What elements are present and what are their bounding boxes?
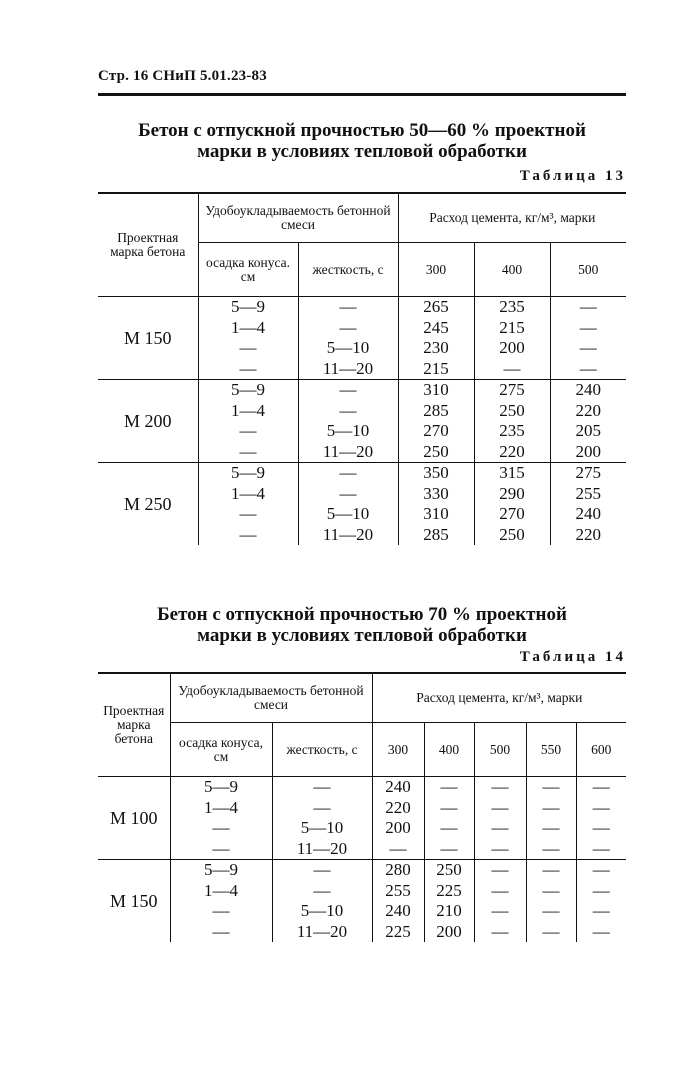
table13-title-line2: марки в условиях тепловой обработки (197, 141, 527, 162)
table-cell: 350 (398, 463, 474, 484)
table-cell: 1—4 (170, 881, 272, 902)
table-cell: — (526, 881, 576, 902)
col-header-cement-500: 500 (474, 723, 526, 777)
table-cell: 5—10 (272, 901, 372, 922)
table-cell: — (474, 901, 526, 922)
table-cell: — (592, 818, 610, 837)
table-cell: 11—20 (272, 839, 372, 860)
table-cell: — (592, 901, 610, 920)
table-cell: 215 (398, 359, 474, 380)
col-header-cement-300: 300 (372, 723, 424, 777)
table14-title (98, 604, 626, 646)
table-cell: 255 (372, 881, 424, 902)
table-cell: — (474, 881, 526, 902)
table-cell: 310 (398, 380, 474, 401)
table-cell: 275 (575, 463, 602, 482)
table-cell: — (272, 860, 372, 881)
table14-title-line1: Бетон с отпускной прочностью 70 % проектной (157, 604, 567, 625)
table-row (98, 881, 626, 902)
grade-cell: М 150 (98, 297, 198, 380)
table-cell: — (579, 297, 597, 316)
table-cell: 5—9 (170, 777, 272, 798)
table-cell: — (272, 777, 372, 798)
table-cell: 220 (474, 442, 550, 463)
table-cell: 200 (372, 818, 424, 839)
header-rule (98, 93, 626, 96)
table-cell: 285 (398, 401, 474, 422)
table-row (98, 463, 626, 484)
table-cell: 220 (575, 524, 602, 544)
table-cell: — (298, 484, 398, 505)
table-cell: 5—9 (198, 297, 298, 318)
table-cell: 220 (372, 798, 424, 819)
table-cell: 240 (575, 380, 602, 399)
table-cell: — (372, 839, 424, 860)
table-cell: 1—4 (170, 798, 272, 819)
table14-label: Таблица 14 (519, 649, 626, 665)
table-cell: 225 (372, 922, 424, 943)
table-cell: 270 (398, 421, 474, 442)
col-header-slump: осадка конуса. см (198, 243, 298, 297)
table-cell: 240 (372, 901, 424, 922)
table-cell: — (424, 798, 474, 819)
table-cell: — (198, 421, 298, 442)
table-cell: 230 (398, 338, 474, 359)
table-row (98, 798, 626, 819)
table-cell: 250 (474, 401, 550, 422)
table-cell: — (526, 839, 576, 860)
table-cell: 225 (424, 881, 474, 902)
table13-body (98, 297, 626, 546)
table-cell: 280 (372, 860, 424, 881)
table-cell: 1—4 (198, 318, 298, 339)
table-row (98, 297, 626, 318)
table-cell: 235 (474, 421, 550, 442)
table-cell: — (592, 777, 610, 796)
col-header-grade: Проектная марка бетона (98, 673, 170, 777)
table-cell: 315 (474, 463, 550, 484)
table-cell: — (526, 901, 576, 922)
table-cell: 11—20 (298, 359, 398, 380)
col-header-cement-300: 300 (398, 243, 474, 297)
col-header-cement-550: 550 (526, 723, 576, 777)
col-header-cement-600: 600 (591, 741, 612, 757)
col-header-workability: Удобоукладываемость бетонной смеси (198, 193, 398, 243)
table-cell: 11—20 (298, 525, 398, 546)
table-cell: — (170, 922, 272, 943)
col-header-stiffness: жесткость, с (272, 723, 372, 777)
table-cell: — (526, 818, 576, 839)
table-cell: — (526, 922, 576, 943)
table-14 (98, 672, 626, 942)
col-header-grade: Проектная марка бетона (98, 193, 198, 297)
table-cell: — (272, 881, 372, 902)
table-13 (98, 192, 626, 545)
table-cell: 310 (398, 504, 474, 525)
table-row (98, 901, 626, 922)
page-header: Стр. 16 СНиП 5.01.23-83 (98, 68, 267, 84)
table13-title (98, 120, 626, 162)
table-cell: 5—9 (198, 463, 298, 484)
table-cell: — (198, 442, 298, 463)
table-cell: 5—10 (298, 338, 398, 359)
table-cell: 5—9 (198, 380, 298, 401)
table-row (98, 380, 626, 401)
grade-cell: М 250 (98, 463, 198, 546)
table-row (98, 818, 626, 839)
table-cell: 285 (398, 525, 474, 546)
grade-cell: М 200 (98, 380, 198, 463)
table-cell: 11—20 (298, 442, 398, 463)
col-header-cement: Расход цемента, кг/м³, марки (372, 673, 626, 723)
table-row (98, 839, 626, 860)
table-cell: — (298, 401, 398, 422)
table-cell: 215 (474, 318, 550, 339)
table-cell: 1—4 (198, 484, 298, 505)
table-cell: — (474, 777, 526, 798)
table-cell: 200 (424, 922, 474, 943)
table-cell: — (424, 818, 474, 839)
grade-cell: М 100 (98, 777, 170, 860)
col-header-cement-500: 500 (578, 261, 599, 277)
table-cell: — (592, 838, 610, 858)
table-cell: 5—10 (272, 818, 372, 839)
table-cell: — (424, 839, 474, 860)
table-row (98, 860, 626, 881)
table-cell: — (424, 777, 474, 798)
table-cell: — (474, 818, 526, 839)
table-cell: 200 (575, 441, 602, 461)
table-cell: — (592, 921, 610, 941)
table-cell: — (474, 359, 550, 380)
table-cell: — (170, 818, 272, 839)
table-cell: — (592, 880, 610, 900)
col-header-stiffness: жесткость, с (298, 243, 398, 297)
col-header-cement: Расход цемента, кг/м³, марки (398, 193, 626, 243)
table-cell: — (579, 358, 597, 378)
table-cell: — (474, 860, 526, 881)
table-cell: 11—20 (272, 922, 372, 943)
table14-title-line2: марки в условиях тепловой обработки (197, 625, 527, 646)
table-cell: — (526, 860, 576, 881)
table-cell: — (198, 504, 298, 525)
table-cell: 245 (398, 318, 474, 339)
col-header-cement-400: 400 (424, 723, 474, 777)
table-cell: — (579, 338, 597, 357)
table-cell: — (474, 798, 526, 819)
table13-label: Таблица 13 (519, 168, 626, 184)
table-cell: 210 (424, 901, 474, 922)
table-cell: — (198, 359, 298, 380)
table-cell: — (298, 463, 398, 484)
table-cell: 5—10 (298, 504, 398, 525)
table-cell: 200 (474, 338, 550, 359)
table-cell: 270 (474, 504, 550, 525)
table-cell: — (298, 318, 398, 339)
table-cell: — (474, 922, 526, 943)
table-cell: — (170, 901, 272, 922)
table-cell: 5—9 (170, 860, 272, 881)
col-header-workability: Удобоукладываемость бетонной смеси (170, 673, 372, 723)
table-cell: — (592, 797, 610, 817)
table-cell: — (579, 317, 597, 337)
grade-cell: М 150 (98, 860, 170, 943)
table-cell: 250 (424, 860, 474, 881)
table-cell: 255 (575, 483, 602, 503)
table-cell: — (198, 525, 298, 546)
table-cell: — (592, 860, 610, 879)
table-row (98, 777, 626, 798)
table-cell: 220 (575, 400, 602, 420)
table-cell: — (198, 338, 298, 359)
table14-body (98, 777, 626, 943)
table-cell: 240 (372, 777, 424, 798)
table-cell: — (526, 798, 576, 819)
table-cell: — (526, 777, 576, 798)
table-cell: 235 (474, 297, 550, 318)
table-cell: — (474, 839, 526, 860)
col-header-slump: осадка конуса, см (170, 723, 272, 777)
table-cell: 240 (575, 504, 602, 523)
table-cell: — (298, 297, 398, 318)
table-cell: — (170, 839, 272, 860)
table-cell: 250 (398, 442, 474, 463)
table-cell: 250 (474, 525, 550, 546)
table-cell: — (298, 380, 398, 401)
table-cell: 205 (575, 421, 602, 440)
table-row (98, 922, 626, 943)
table-cell: 330 (398, 484, 474, 505)
table-cell: 1—4 (198, 401, 298, 422)
table-cell: 275 (474, 380, 550, 401)
table-cell: 265 (398, 297, 474, 318)
table-cell: 5—10 (298, 421, 398, 442)
col-header-cement-400: 400 (474, 243, 550, 297)
table-cell: — (272, 798, 372, 819)
table13-title-line1: Бетон с отпускной прочностью 50—60 % проектной (138, 120, 586, 141)
table-cell: 290 (474, 484, 550, 505)
